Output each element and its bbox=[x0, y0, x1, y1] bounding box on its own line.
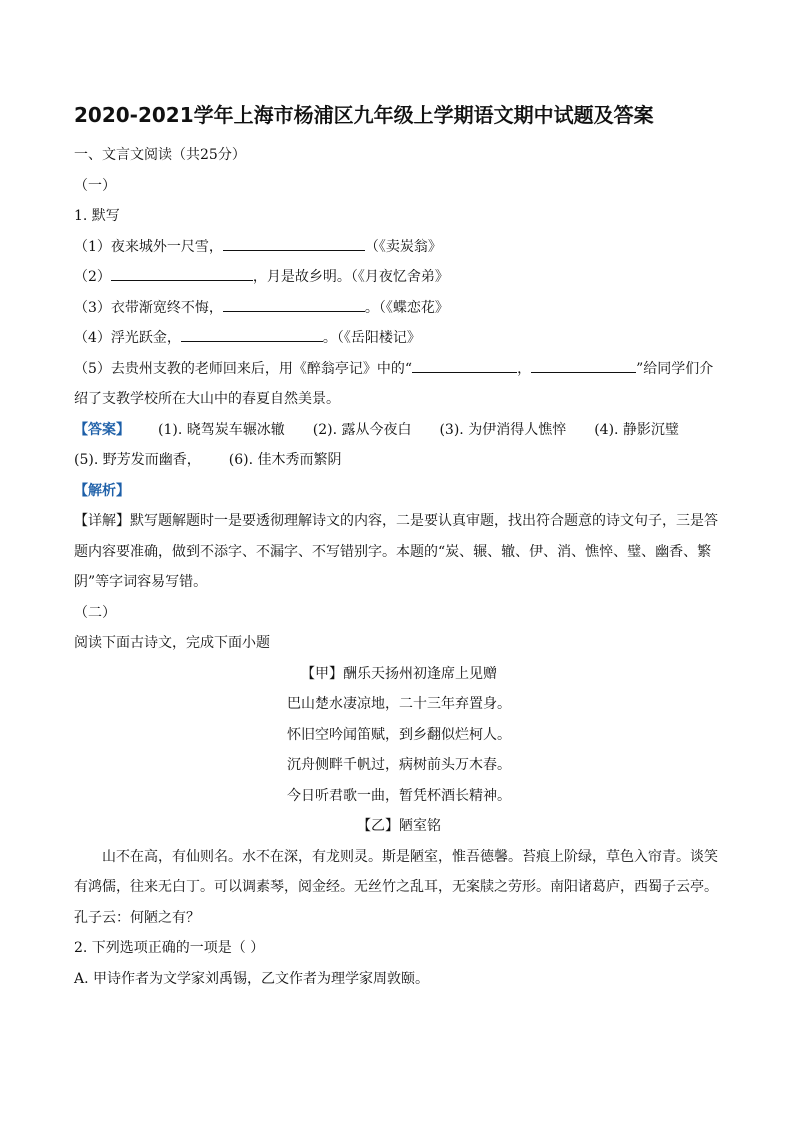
answer-blank bbox=[223, 234, 365, 251]
q1-item-5-comma: ， bbox=[517, 360, 532, 377]
reading-instruction: 阅读下面古诗文，完成下面小题 bbox=[74, 635, 270, 651]
q1-item-5-continued: 绍了支教学校所在大山中的春夏自然美景。 bbox=[74, 391, 340, 407]
q1-item-5-suffix: ”给同学们介 bbox=[636, 360, 714, 377]
answer-blank bbox=[531, 356, 636, 373]
answer-blank bbox=[181, 325, 323, 342]
answer-1: (1). 晓驾炭车辗冰辙 bbox=[158, 421, 285, 438]
q1-item-3-prefix: （3）衣带渐宽终不悔， bbox=[74, 299, 223, 316]
q1-item-5 bbox=[74, 354, 724, 385]
answer-6: (6). 佳木秀而繁阴 bbox=[228, 452, 342, 468]
analysis-label: 【解析】 bbox=[74, 482, 130, 499]
q1-item-3-source: 。（《蝶恋花》 bbox=[364, 299, 449, 316]
q1-item-4-source: 。（《岳阳楼记》 bbox=[322, 330, 421, 346]
answer-blank bbox=[412, 356, 517, 373]
part-one-label: （一） bbox=[74, 177, 116, 194]
answer-line-2 bbox=[74, 445, 724, 476]
answer-label: 【答案】 bbox=[74, 421, 130, 438]
question-2-heading: 2. 下列选项正确的一项是（ ） bbox=[74, 940, 265, 956]
q1-item-1-prefix: （1）夜来城外一尺雪， bbox=[74, 238, 223, 255]
poem-line: 巴山楚水凄凉地，二十三年弃置身。 bbox=[287, 696, 511, 712]
q1-item-4-prefix: （4）浮光跃金， bbox=[74, 330, 181, 346]
poem-line: 怀旧空吟闻笛赋，到乡翻似烂柯人。 bbox=[287, 726, 511, 743]
q1-item-2 bbox=[74, 262, 724, 293]
poem-line: 今日听君歌一曲，暂凭杯酒长精神。 bbox=[287, 787, 511, 804]
q1-item-5-prefix: （5）去贵州支教的老师回来后，用《醉翁亭记》中的“ bbox=[74, 360, 413, 377]
document-title: 2020-2021学年上海市杨浦区九年级上学期语文期中试题及答案 bbox=[74, 103, 654, 127]
answer-3: (3). 为伊消得人憔悴 bbox=[439, 421, 567, 438]
poem-line: 沉舟侧畔千帆过，病树前头万木春。 bbox=[287, 757, 511, 773]
answer-4: (4). 静影沉璧 bbox=[594, 421, 679, 438]
answer-5: (5). 野芳发而幽香， bbox=[74, 452, 201, 468]
q1-item-1 bbox=[74, 232, 724, 263]
q1-item-1-source: （《卖炭翁》 bbox=[364, 238, 442, 255]
answer-line bbox=[74, 415, 724, 446]
q1-item-2-source: ，月是故乡明。（《月夜忆舍弟》 bbox=[252, 269, 449, 285]
poem-title: 【甲】酬乐天扬州初逢席上见赠 bbox=[301, 665, 497, 682]
prose-title: 【乙】陋室铭 bbox=[357, 818, 441, 834]
part-two-label: （二） bbox=[74, 604, 116, 621]
section-heading: 一、文言文阅读（共25分） bbox=[74, 147, 246, 163]
analysis-detail: 【详解】默写题解题时一是要透彻理解诗文的内容，二是要认真审题，找出符合题意的诗文句子，三是答题内容要准确，做到不添字、不漏字、不写错别字。本题的“炭、辗、辙、伊、消、憔悴、璧、幽香、繁阴”等字词容易写错。 bbox=[74, 513, 718, 590]
document-page bbox=[74, 100, 724, 994]
question-1-heading: 1. 默写 bbox=[74, 208, 120, 224]
answer-2: (2). 露从今夜白 bbox=[312, 421, 412, 438]
question-2-option-a: A. 甲诗作者为文学家刘禹锡，乙文作者为理学家周敦颐。 bbox=[74, 970, 430, 987]
q1-item-3 bbox=[74, 293, 724, 324]
answer-blank bbox=[223, 295, 365, 312]
answer-blank bbox=[111, 264, 253, 281]
analysis-line bbox=[74, 476, 724, 507]
q1-item-4 bbox=[74, 323, 724, 354]
q1-item-2-prefix: （2） bbox=[74, 269, 111, 285]
prose-text: 山不在高，有仙则名。水不在深，有龙则灵。斯是陋室，惟吾德馨。苔痕上阶绿，草色入帘青。谈笑有鸿儒，往来无白丁。可以调素琴，阅金经。无丝竹之乱耳，无案牍之劳形。南阳诸葛庐，西蜀子云亭。孔子云：何陋之有？ bbox=[74, 848, 718, 926]
